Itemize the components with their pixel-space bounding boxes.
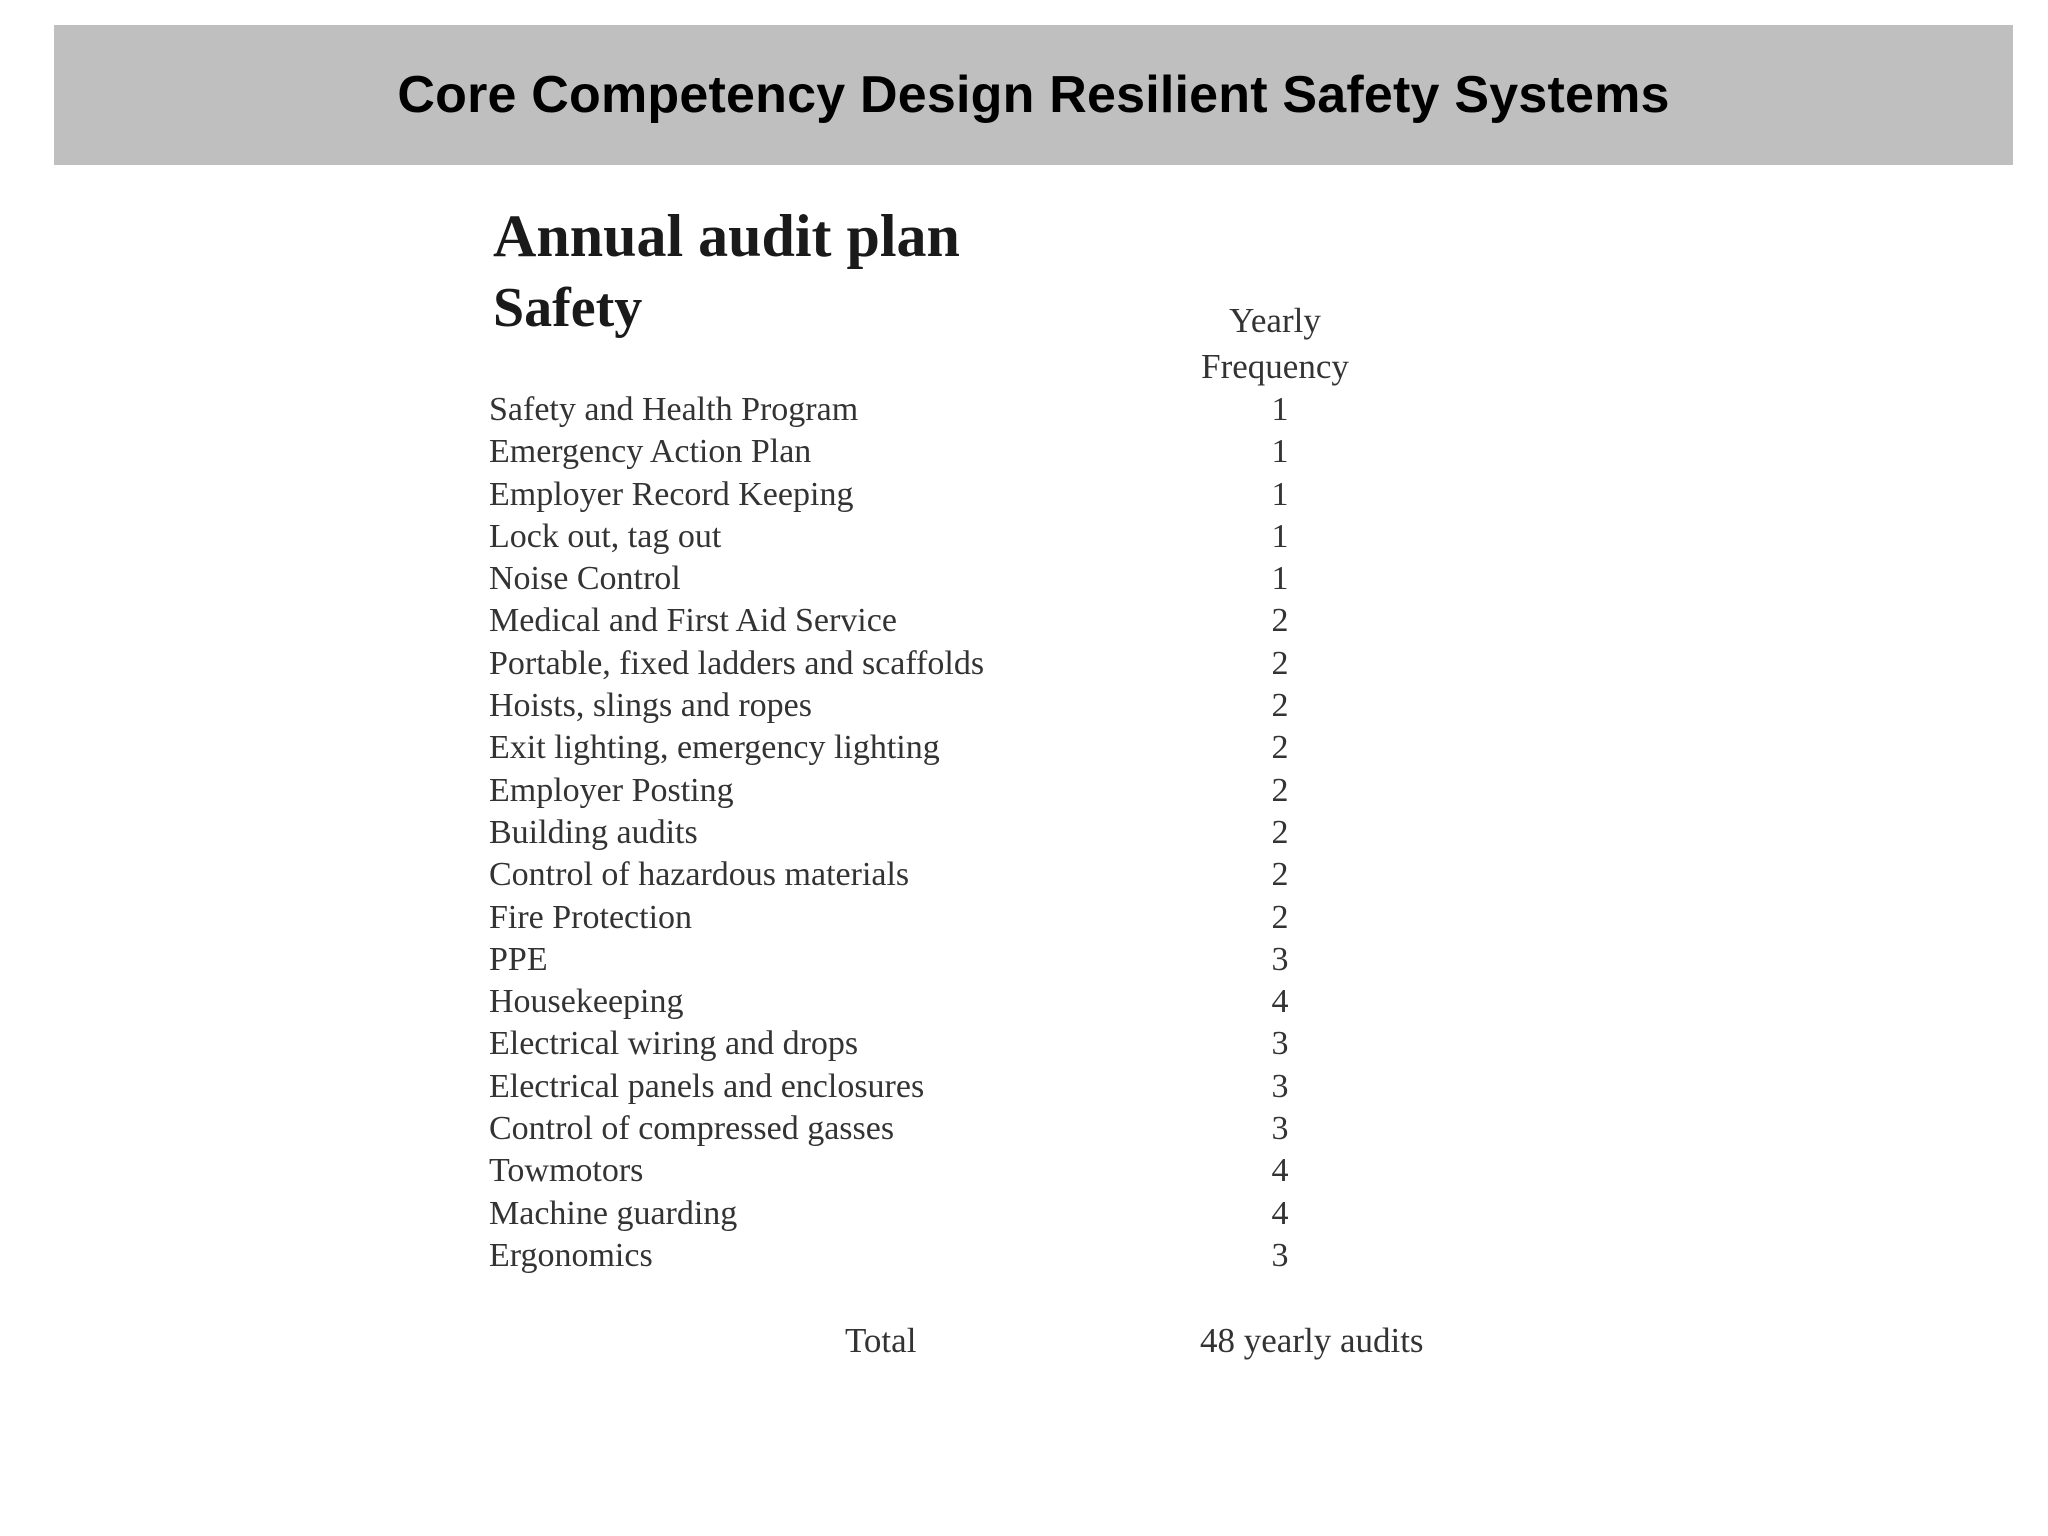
audit-item-name: Machine guarding <box>489 1194 738 1232</box>
audit-row <box>0 812 2048 854</box>
audit-item-frequency: 2 <box>1271 898 1289 936</box>
audit-list <box>0 389 2048 1277</box>
audit-item-name: Noise Control <box>489 560 681 598</box>
audit-row <box>0 770 2048 812</box>
audit-plan-subtitle: Safety <box>493 277 643 339</box>
audit-item-frequency: 2 <box>1271 856 1289 894</box>
audit-row <box>0 981 2048 1023</box>
audit-row <box>0 897 2048 939</box>
audit-item-frequency: 2 <box>1271 687 1289 725</box>
audit-item-name: PPE <box>489 940 548 978</box>
audit-item-name: Exit lighting, emergency lighting <box>489 729 940 767</box>
audit-item-name: Safety and Health Program <box>489 391 859 428</box>
audit-row <box>0 939 2048 981</box>
audit-item-name: Portable, fixed ladders and scaffolds <box>489 644 985 682</box>
audit-item-frequency: 2 <box>1271 729 1289 767</box>
audit-item-name: Electrical panels and enclosures <box>489 1067 925 1105</box>
audit-item-name: Employer Record Keeping <box>489 475 854 513</box>
audit-item-frequency: 2 <box>1271 644 1289 682</box>
audit-row <box>0 1023 2048 1065</box>
audit-item-frequency: 1 <box>1271 433 1289 471</box>
audit-item-name: Hoists, slings and ropes <box>489 687 812 725</box>
audit-row <box>0 1108 2048 1150</box>
audit-row <box>0 474 2048 516</box>
total-value: 48 yearly audits <box>1200 1321 1424 1360</box>
audit-item-frequency: 3 <box>1271 1067 1289 1105</box>
audit-item-name: Emergency Action Plan <box>489 433 812 471</box>
slide-header-bar <box>54 25 2013 165</box>
audit-item-frequency: 1 <box>1271 391 1289 428</box>
audit-item-frequency: 2 <box>1271 813 1289 851</box>
audit-row <box>0 727 2048 769</box>
audit-item-frequency: 2 <box>1271 602 1289 640</box>
audit-item-name: Lock out, tag out <box>489 517 722 555</box>
audit-item-frequency: 4 <box>1271 1152 1289 1190</box>
audit-item-frequency: 3 <box>1271 940 1289 978</box>
frequency-column-header-line1: Yearly <box>1229 301 1321 340</box>
audit-item-frequency: 3 <box>1271 1236 1289 1274</box>
audit-item-name: Employer Posting <box>489 771 734 809</box>
slide-title: Core Competency Design Resilient Safety Systems <box>397 66 1670 124</box>
audit-item-name: Building audits <box>489 813 698 851</box>
audit-item-name: Towmotors <box>489 1152 644 1190</box>
audit-row <box>0 643 2048 685</box>
audit-item-frequency: 4 <box>1271 983 1289 1021</box>
audit-item-name: Housekeeping <box>489 983 684 1021</box>
audit-row <box>0 854 2048 896</box>
audit-row <box>0 516 2048 558</box>
total-label: Total <box>845 1321 917 1360</box>
audit-row <box>0 1193 2048 1235</box>
audit-plan-title: Annual audit plan <box>493 203 960 269</box>
audit-row <box>0 1150 2048 1192</box>
audit-item-frequency: 3 <box>1271 1025 1289 1063</box>
audit-item-name: Fire Protection <box>489 898 693 936</box>
audit-item-name: Control of hazardous materials <box>489 856 910 894</box>
audit-item-frequency: 4 <box>1271 1194 1289 1232</box>
audit-item-name: Electrical wiring and drops <box>489 1025 859 1063</box>
audit-row <box>0 431 2048 473</box>
audit-item-frequency: 1 <box>1271 475 1289 513</box>
audit-row <box>0 558 2048 600</box>
audit-row <box>0 1235 2048 1277</box>
audit-item-name: Medical and First Aid Service <box>489 602 897 640</box>
audit-item-frequency: 3 <box>1271 1110 1289 1148</box>
audit-item-frequency: 1 <box>1271 517 1289 555</box>
audit-item-name: Control of compressed gasses <box>489 1110 895 1148</box>
audit-row <box>0 600 2048 642</box>
audit-item-frequency: 1 <box>1271 560 1289 598</box>
audit-item-name: Ergonomics <box>489 1236 653 1274</box>
audit-row <box>0 1066 2048 1108</box>
audit-row <box>0 389 2048 431</box>
audit-row <box>0 685 2048 727</box>
frequency-column-header-line2: Frequency <box>1201 347 1349 386</box>
audit-item-frequency: 2 <box>1271 771 1289 809</box>
